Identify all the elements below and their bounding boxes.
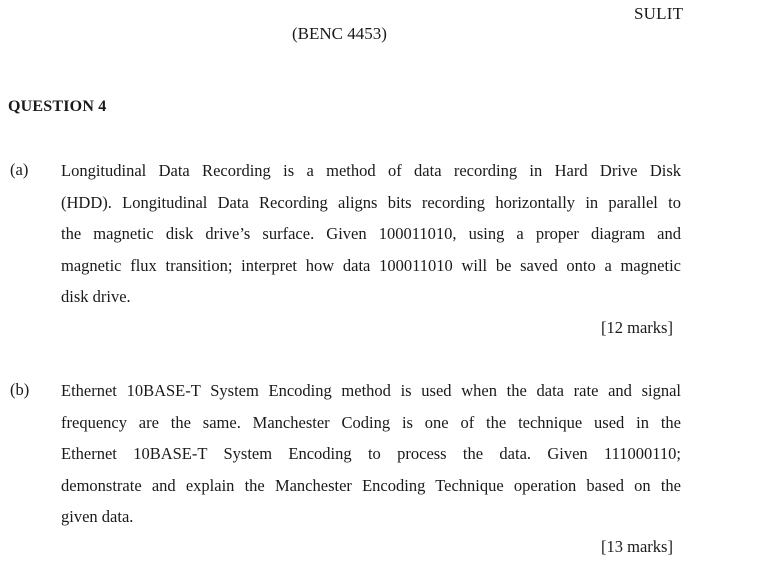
part-a-line-3: the magnetic disk drive’s surface. Given 100011010, using a proper diagram and: [61, 224, 681, 243]
part-b-line-5: given data.: [61, 507, 134, 526]
part-a-line-1: Longitudinal Data Recording is a method of data recording in Hard Drive Disk: [61, 161, 681, 180]
part-a-line-4: magnetic flux transition; interpret how data 100011010 will be saved onto a magnetic: [61, 255, 681, 275]
part-b-line-2: frequency are the same. Manchester Coding is one of the technique used in the: [61, 412, 681, 432]
part-b-text: [61, 375, 681, 533]
part-a-text: [61, 155, 681, 313]
question-title: QUESTION 4: [8, 98, 107, 115]
part-b-line-1: Ethernet 10BASE-T System Encoding method is used when the data rate and signal: [61, 381, 681, 400]
part-a-line-2: (HDD). Longitudinal Data Recording aligns bits recording horizontally in parallel to: [61, 192, 681, 212]
part-a-label: (a): [10, 160, 29, 179]
course-code: (BENC 4453): [292, 24, 387, 43]
part-b-line-3: Ethernet 10BASE-T System Encoding to process the data. Given 111000110;: [61, 444, 681, 463]
sulit-label: SULIT: [634, 4, 684, 23]
part-b-label: (b): [10, 380, 30, 399]
part-b-line-4: demonstrate and explain the Manchester Encoding Technique operation based on the: [61, 475, 681, 495]
part-a-marks: [12 marks]: [601, 318, 673, 337]
part-b-marks: [13 marks]: [601, 537, 673, 556]
part-a-line-5: disk drive.: [61, 287, 131, 306]
